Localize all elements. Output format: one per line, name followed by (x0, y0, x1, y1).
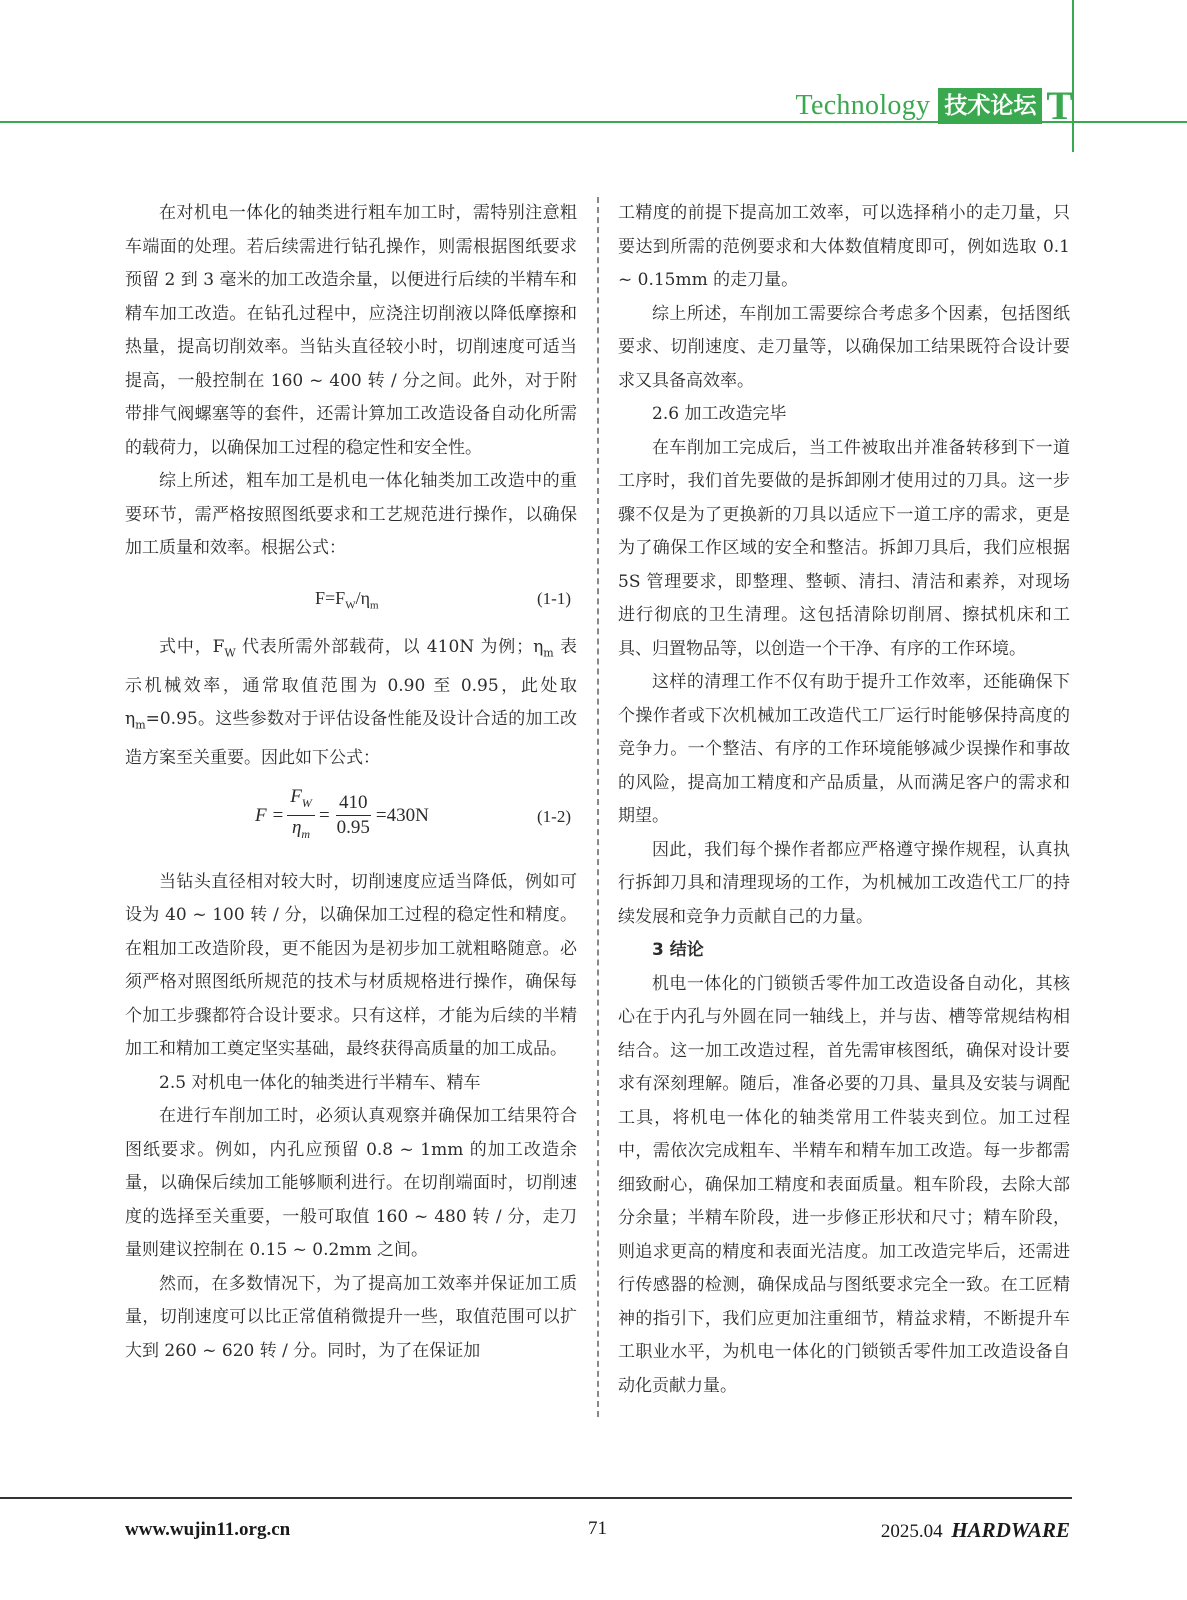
formula-1-2 (125, 786, 577, 846)
paragraph: 然而，在多数情况下，为了提高加工效率并保证加工质量，切削速度可以比正常值稍微提升一些，取值范围可以扩大到 260 ~ 620 转 / 分。同时，为了在保证加 (125, 1273, 577, 1361)
section-title-cn: 技术论坛 (938, 88, 1042, 124)
paragraph: 式中，$F_W$ 代表所需外部载荷，以 410N 为例；$\eta_m$ 表示机械效率，通常取值范围为 0.90 至 0.95，此处取 $\eta_m=0.95$。这些参数对于评估设备性能及设计合适的加工改造方案至关重要。因此如下公式： (125, 637, 577, 769)
paragraph: 当钻头直径相对较大时，切削速度应适当降低，例如可设为 40 ~ 100 转 / 分，以确保加工过程的稳定性和精度。在粗加工改造阶段，更不能因为是初步加工就粗略随意。必须严格对照图纸所规范的技术与材质规格进行操作，确保每个加工步骤都符合设计要求。只有这样，才能为后续的半精加工和精加工奠定坚实基础，最终获得高质量的加工成品。 (125, 871, 577, 1060)
paragraph: 综上所述，车削加工需要综合考虑多个因素，包括图纸要求、切削速度、走刀量等，以确保加工结果既符合设计要求又具备高效率。 (618, 303, 1070, 391)
paragraph: 因此，我们每个操作者都应严格遵守操作规程，认真执行拆卸刀具和清理现场的工作，为机械加工改造代工厂的持续发展和竞争力贡献自己的力量。 (618, 839, 1070, 927)
paragraph: 机电一体化的门锁锁舌零件加工改造设备自动化，其核心在于内孔与外圆在同一轴线上，并与齿、槽等常规结构相结合。这一加工改造过程，首先需审核图纸，确保对设计要求有深刻理解。随后，准备必要的刀具、量具及安装与调配工具，将机电一体化的轴类常用工件装夹到位。加工过程中，需依次完成粗车、半精车和精车加工改造。每一步都需细致耐心，确保加工精度和表面质量。粗车阶段，去除大部分余量；半精车阶段，进一步修正形状和尺寸；精车阶段，则追求更高的精度和表面光洁度。加工改造完毕后，还需进行传感器的检测，确保成品与图纸要求完全一致。在工匠精神的指引下，我们应更加注重细节，精益求精，不断提升车工职业水平，为机电一体化的门锁锁舌零件加工改造设备自动化贡献力量。 (618, 973, 1070, 1396)
column-divider (597, 197, 599, 1417)
section-title-en: Technology (795, 90, 931, 121)
footer-rule (0, 1497, 1072, 1499)
formula-number: (1-1) (537, 588, 571, 608)
formula-number: (1-2) (537, 806, 571, 826)
formula-expression: F = $\frac{F_W}{\eta_m}$ = $\frac{410}{0.95}$ =430N (255, 786, 429, 842)
formula-1-1 (125, 582, 577, 616)
header-vertical-rule (1072, 0, 1074, 152)
formula-expression: $F=F_W/\eta_m$ (315, 587, 379, 612)
footer-issue (881, 1518, 1070, 1543)
footer-website: www.wujin11.org.cn (125, 1519, 291, 1540)
left-column (125, 197, 577, 1368)
section-letter-logo: T (1046, 83, 1073, 128)
paragraph: 综上所述，粗车加工是机电一体化轴类加工改造中的重要环节，需严格按照图纸要求和工艺规范进行操作，以确保加工质量和效率。根据公式： (125, 471, 577, 558)
paragraph: 在进行车削加工时，必须认真观察并确保加工结果符合图纸要求。例如，内孔应预留 0.8 ~ 1mm 的加工改造余量，以确保后续加工能够顺利进行。在切削端面时，切削速度的选择至关重要，一般可取值 160 ~ 480 转 / 分，走刀量则建议控制在 0.15 ~ 0.2mm 之间。 (125, 1106, 577, 1261)
issue-date: 2025.04 (880, 1521, 943, 1542)
section-heading-2-6: 2.6 加工改造完毕 (652, 404, 787, 424)
paragraph: 这样的清理工作不仅有助于提升工作效率，还能确保下个操作者或下次机械加工改造代工厂运行时能够保持高度的竞争力。一个整洁、有序的工作环境能够减少误操作和事故的风险，提高加工精度和产品质量，从而满足客户的需求和期望。 (618, 672, 1070, 826)
right-column (618, 197, 1070, 1403)
section-heading-2-5: 2.5 对机电一体化的轴类进行半精车、精车 (159, 1072, 481, 1093)
paragraph: 在车削加工完成后，当工件被取出并准备转移到下一道工序时，我们首先要做的是拆卸刚才使用过的刀具。这一步骤不仅是为了更换新的刀具以适应下一道工序的需求，更是为了确保工作区域的安全和整洁。拆卸刀具后，我们应根据 5S 管理要求，即整理、整顿、清扫、清洁和素养，对现场进行彻底的卫生清理。这包括清除切削屑、擦拭机床和工具、归置物品等，以创造一个干净、有序的工作环境。 (618, 437, 1070, 659)
section-heading-3: 3 结论 (652, 940, 704, 960)
page-number: 71 (588, 1518, 607, 1539)
journal-brand: HARDWARE (951, 1518, 1070, 1542)
paragraph: 工精度的前提下提高加工效率，可以选择稍小的走刀量，只要达到所需的范例要求和大体数值精度即可，例如选取 0.1 ~ 0.15mm 的走刀量。 (618, 203, 1070, 290)
paragraph: 在对机电一体化的轴类进行粗车加工时，需特别注意粗车端面的处理。若后续需进行钻孔操作，则需根据图纸要求预留 2 到 3 毫米的加工改造余量，以便进行后续的半精车和精车加工改造。在钻孔过程中，应浇注切削液以降低摩擦和热量，提高切削效率。当钻头直径较小时，切削速度可适当提高，一般控制在 160 ~ 400 转 / 分之间。此外，对于附带排气阀螺塞等的套件，还需计算加工改造设备自动化所需的载荷力，以确保加工过程的稳定性和安全性。 (125, 203, 577, 458)
section-header (795, 83, 1073, 128)
